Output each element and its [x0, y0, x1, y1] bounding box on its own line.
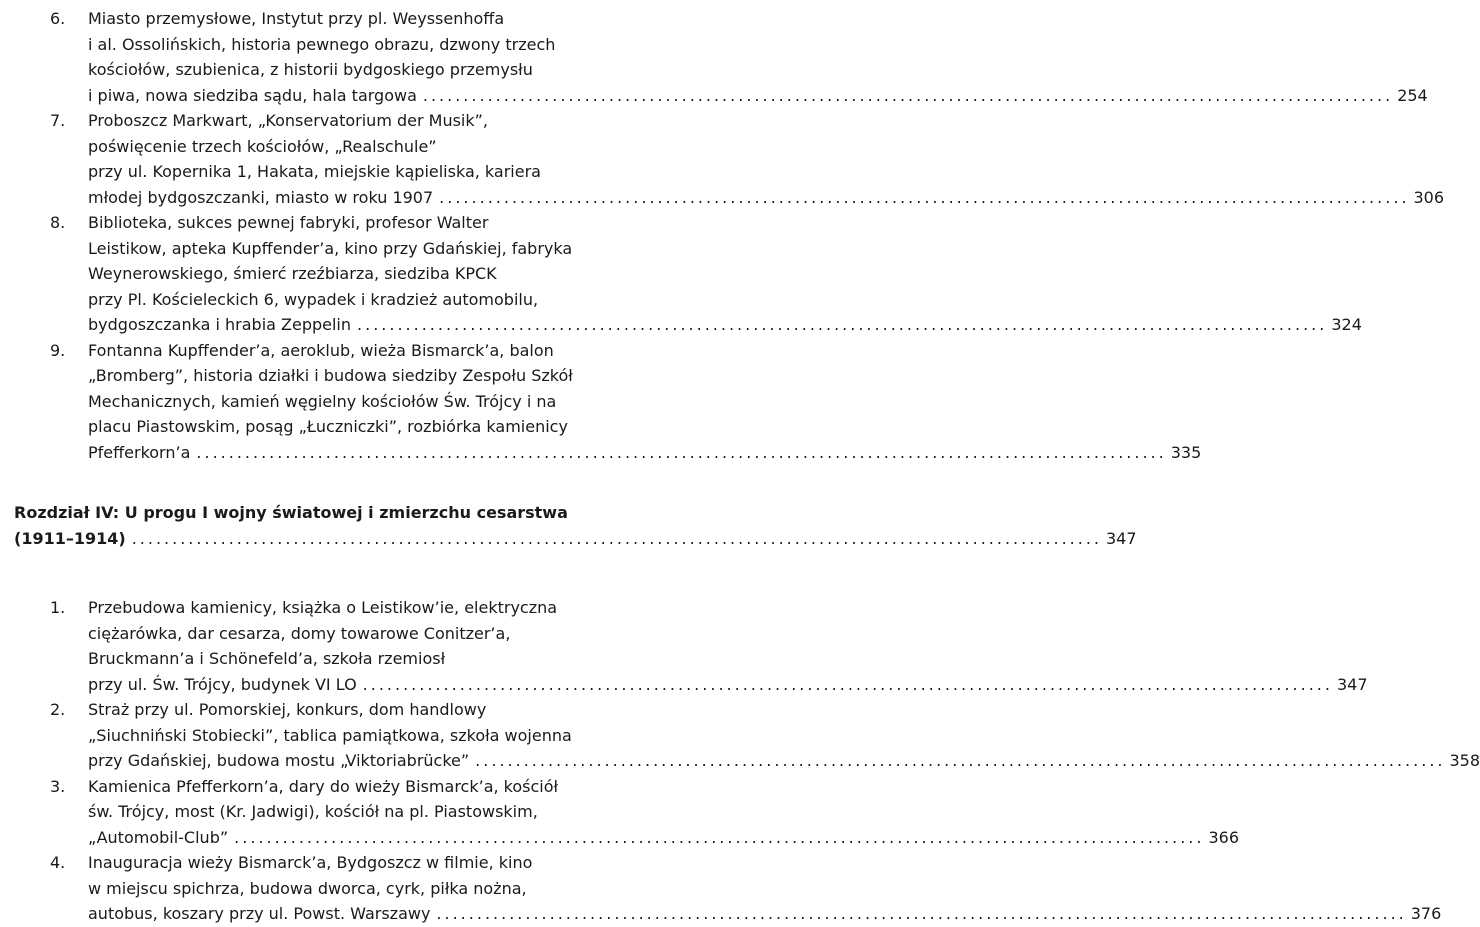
toc-section-list — [0, 6, 1445, 465]
spacer — [0, 551, 624, 595]
chapter-years: (1911–1914) — [14, 528, 126, 548]
toc-entry[interactable] — [0, 595, 1368, 697]
entry-text-line: przy Pl. Kościeleckich 6, wypadek i kradzież automobilu, — [88, 289, 539, 309]
chapter-title: Rozdział IV: U progu I wojny światowej i zmierzchu cesarstwa — [14, 503, 568, 522]
entry-text-line: poświęcenie trzech kościołów, „Realschule” — [88, 136, 437, 156]
entry-last-line — [88, 83, 1428, 109]
entry-last-line — [88, 901, 1442, 927]
entry-text-line: autobus, koszary przy ul. Powst. Warszawy — [88, 904, 431, 923]
entry-text-line: Bruckmann’a i Schönefeld’a, szkoła rzemiosł — [88, 649, 446, 668]
entry-last-line — [88, 440, 1202, 466]
entry-number: 1. — [50, 598, 66, 617]
entry-text-line: Miasto przemysłowe, Instytut przy pl. Weyssenhoffa — [88, 9, 505, 28]
entry-text-line: „Bromberg”, historia działki i budowa siedziby Zespołu Szkół — [88, 366, 573, 385]
entry-text-line: Inauguracja wieży Bismarck’a, Bydgoszcz w filmie, kino — [88, 853, 533, 872]
toc-entry[interactable] — [0, 210, 1362, 338]
entry-text-line: w miejscu spichrza, budowa dworca, cyrk, piłka nożna, — [88, 878, 527, 898]
toc-entry[interactable] — [0, 697, 1480, 774]
dot-leader: ........................................................................................................................ — [234, 827, 1205, 847]
entry-text-line: przy Gdańskiej, budowa mostu „Viktoriabrücke” — [88, 751, 470, 770]
entry-text-line: Fontanna Kupffender’a, aeroklub, wieża Bismarck’a, balon — [88, 340, 554, 360]
toc-entry[interactable] — [0, 774, 1239, 851]
dot-leader: ........................................................................................................................ — [475, 751, 1446, 770]
entry-last-line — [88, 672, 1368, 698]
entry-last-line — [88, 825, 1239, 851]
toc-entry[interactable] — [0, 850, 1442, 927]
entry-last-line — [88, 748, 1480, 774]
entry-text-line: Biblioteka, sukces pewnej fabryki, profesor Walter — [88, 213, 489, 232]
entry-text-line: Przebudowa kamienicy, książka o Leistikow’ie, elektryczna — [88, 598, 558, 617]
entry-number: 6. — [50, 9, 66, 28]
entry-text-line: Weynerowskiego, śmierć rzeźbiarza, siedziba KPCK — [88, 264, 497, 283]
spacer — [0, 465, 624, 500]
entry-text-line: Straż przy ul. Pomorskiej, konkurs, dom handlowy — [88, 700, 487, 719]
entry-text-line: przy ul. Kopernika 1, Hakata, miejskie kąpieliska, kariera — [88, 162, 541, 181]
toc-entry[interactable] — [0, 338, 1202, 466]
page-number: 335 — [1170, 442, 1202, 462]
page-number: 306 — [1413, 187, 1445, 207]
entry-last-line — [88, 185, 1445, 211]
dot-leader: ........................................................................................................................ — [131, 528, 1102, 548]
entry-number: 2. — [50, 700, 66, 719]
entry-text-line: św. Trójcy, most (Kr. Jadwigi), kościół na pl. Piastowskim, — [88, 802, 538, 821]
entry-text-line: przy ul. Św. Trójcy, budynek VI LO — [88, 674, 357, 694]
entry-number: 7. — [50, 111, 66, 130]
page-number: 358 — [1449, 751, 1480, 770]
toc-entry[interactable] — [0, 108, 1445, 210]
dot-leader: ........................................................................................................................ — [196, 442, 1167, 462]
toc-entry[interactable] — [0, 6, 1428, 108]
page-number: 376 — [1410, 904, 1442, 923]
entry-text-line: i piwa, nowa siedziba sądu, hala targowa — [88, 85, 417, 105]
page-number: 324 — [1331, 315, 1362, 334]
entry-text-line: Leistikow, apteka Kupffender’a, kino przy Gdańskiej, fabryka — [88, 238, 573, 258]
entry-text-line: bydgoszczanka i hrabia Zeppelin — [88, 315, 352, 334]
entry-text-line: Proboszcz Markwart, „Konservatorium der Musik”, — [88, 111, 489, 130]
entry-text-line: i al. Ossolińskich, historia pewnego obrazu, dzwony trzech — [88, 34, 556, 54]
entry-number: 3. — [50, 776, 66, 796]
chapter-heading[interactable] — [0, 500, 1137, 551]
entry-number: 9. — [50, 340, 66, 360]
dot-leader: ........................................................................................................................ — [436, 904, 1407, 923]
dot-leader: ........................................................................................................................ — [439, 187, 1410, 207]
entry-text-line: „Automobil-Club” — [88, 827, 229, 847]
entry-text-line: Pfefferkorn’a — [88, 442, 191, 462]
entry-text-line: „Siuchniński Stobiecki”, tablica pamiątkowa, szkoła wojenna — [88, 725, 572, 745]
page-number: 254 — [1397, 85, 1428, 105]
entry-text-line: Kamienica Pfefferkorn’a, dary do wieży Bismarck’a, kościół — [88, 776, 559, 796]
dot-leader: ........................................................................................................................ — [357, 315, 1328, 334]
entry-number: 8. — [50, 213, 66, 232]
chapter-last-line — [14, 526, 1137, 552]
entry-text-line: placu Piastowskim, posąg „Łuczniczki”, rozbiórka kamienicy — [88, 417, 568, 436]
entry-text-line: ciężarówka, dar cesarza, domy towarowe Conitzer’a, — [88, 623, 511, 643]
dot-leader: ........................................................................................................................ — [422, 85, 1394, 105]
dot-leader: ........................................................................................................................ — [362, 674, 1333, 694]
entry-last-line — [88, 312, 1362, 338]
entry-text-line: Mechanicznych, kamień węgielny kościołów Św. Trójcy i na — [88, 391, 557, 411]
page-number: 347 — [1336, 674, 1368, 694]
entry-text-line: kościołów, szubienica, z historii bydgoskiego przemysłu — [88, 60, 533, 79]
entry-text-line: młodej bydgoszczanki, miasto w roku 1907 — [88, 187, 434, 207]
page-number: 347 — [1106, 528, 1137, 548]
toc-section-list — [0, 595, 1480, 927]
entry-number: 4. — [50, 853, 66, 872]
page-number: 366 — [1208, 827, 1239, 847]
